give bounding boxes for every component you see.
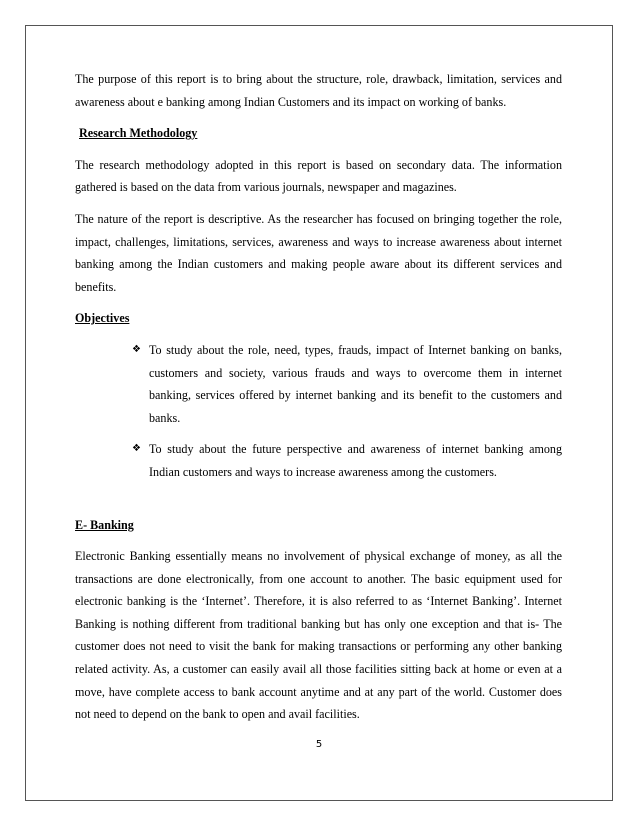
page-content xyxy=(75,68,562,735)
methodology-paragraph-1: The research methodology adopted in this report is based on secondary data. The information gathered is based on the data from various journals, newspaper and magazines. xyxy=(75,157,562,195)
objectives-heading: Objectives xyxy=(75,311,130,326)
objective-item xyxy=(75,339,562,429)
objective-text: To study about the role, need, types, frauds, impact of Internet banking on banks, customers and society, various frauds and ways to overcome them in internet banking, services offered by internet banking and its benefit to the customers and banks. xyxy=(149,342,562,425)
objectives-list xyxy=(75,339,562,484)
page-number: 5 xyxy=(315,739,323,750)
e-banking-heading: E- Banking xyxy=(75,517,134,532)
methodology-paragraph-2: The nature of the report is descriptive. As the researcher has focused on bringing together the role, impact, challenges, limitations, services, awareness and ways to increase awareness about internet banking among the Indian customers and making people aware about its different services and benefits. xyxy=(75,211,562,294)
diamond-dots-bullet-icon: ❖ xyxy=(132,343,141,355)
objective-item xyxy=(75,438,562,483)
objective-text: To study about the future perspective and awareness of internet banking among Indian customers and ways to increase awareness among the customers. xyxy=(149,442,562,479)
diamond-dots-bullet-icon: ❖ xyxy=(132,443,141,455)
e-banking-paragraph: Electronic Banking essentially means no involvement of physical exchange of money, as all the transactions are done electronically, from one account to another. The basic equipment used for electronic banking is the ‘Internet’. Therefore, it is also referred to as ‘Internet Banking’. Internet Banking is nothing different from traditional banking but has only one exception and that is- The customer does not need to visit the bank for making transactions or performing any other banking related activity. As, a customer can easily avail all those facilities sitting back at home or even at a move, have complete access to bank account anytime and at any part of the world. Customer does not need to depend on the bank to open and avail facilities. xyxy=(75,549,562,722)
research-methodology-heading: Research Methodology xyxy=(79,126,198,141)
intro-paragraph: The purpose of this report is to bring about the structure, role, drawback, limitation, services and awareness about e banking among Indian Customers and its impact on working of banks. xyxy=(75,72,562,109)
